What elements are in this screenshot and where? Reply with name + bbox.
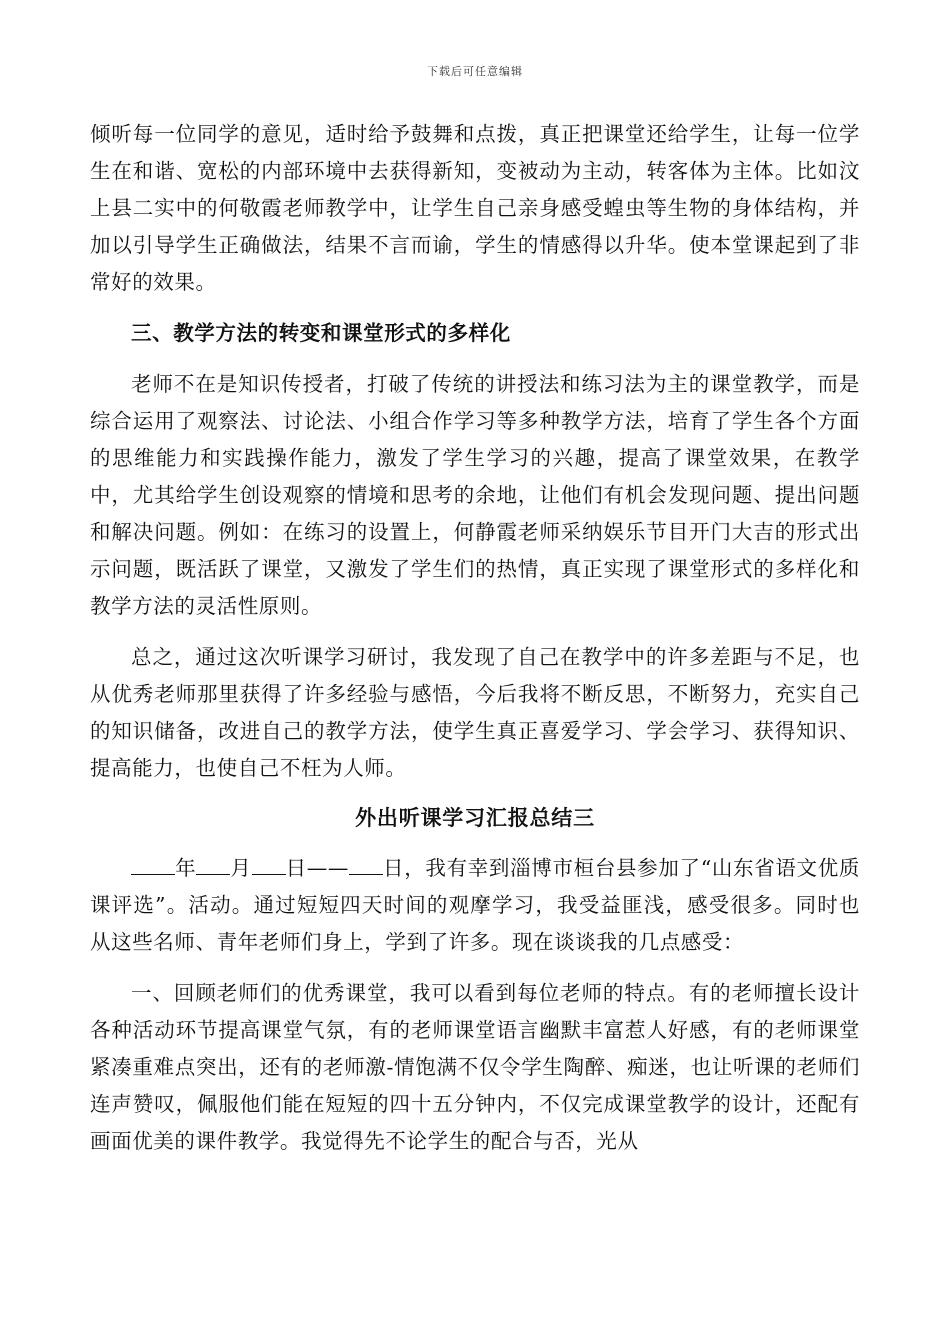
label-month: 月 bbox=[230, 856, 252, 880]
document-body bbox=[90, 116, 860, 1160]
section-heading-3: 三、教学方法的转变和课堂形式的多样化 bbox=[131, 321, 511, 345]
page-header: 下载后可任意编辑 bbox=[427, 65, 523, 78]
paragraph-teaching-methods: 老师不在是知识传授者，打破了传统的讲授法和练习法为主的课堂教学，而是综合运用了观察法、讨论法、小组合作学习等多种教学方法，培育了学生各个方面的思维能力和实践操作能力，激发了学生学习的兴趣，提高了课堂效果，在教学中，尤其给学生创设观察的情境和思考的余地，让他们有机会发现问题、提出问题和解决问题。例如：在练习的设置上，何静霞老师采纳娱乐节目开门大吉的形式出示问题，既活跃了课堂，又激发了学生们的热情，真正实现了课堂形式的多样化和教学方法的灵活性原则。 bbox=[90, 372, 860, 618]
label-day: 日—— bbox=[285, 856, 349, 880]
paragraph-intro bbox=[90, 850, 860, 961]
paragraph-conclusion: 总之，通过这次听课学习研讨，我发现了自己在教学中的许多差距与不足，也从优秀老师那里获得了许多经验与感悟，今后我将不断反思，不断努力，充实自己的知识储备，改进自己的教学方法，使学生真正喜爱学习、学会学习、获得知识、提高能力，也使自己不枉为人师。 bbox=[90, 645, 860, 780]
label-year: 年 bbox=[175, 856, 197, 880]
intro-text: 日，我有幸到淄博市桓台县参加了“山东省语文优质课评选”。活动。通过短短四天时间的观摩学习，我受益匪浅，感受很多。同时也从这些名师、青年老师们身上，学到了许多。现在谈谈我的几点感受： bbox=[90, 856, 860, 954]
paragraph-review: 一、回顾老师们的优秀课堂，我可以看到每位老师的特点。有的老师擅长设计各种活动环节提高课堂气氛，有的老师课堂语言幽默丰富惹人好感，有的老师课堂紧凑重难点突出，还有的老师激-情饱满不仅令学生陶醉、痴迷，也让听课的老师们连声赞叹，佩服他们能在短短的四十五分钟内，不仅完成课堂教学的设计，还配有画面优美的课件教学。我觉得先不论学生的配合与否，光从 bbox=[90, 981, 860, 1153]
report-title: 外出听课学习汇报总结三 bbox=[355, 805, 595, 830]
blank-year bbox=[131, 856, 175, 875]
blank-day-end bbox=[349, 856, 383, 875]
blank-month bbox=[196, 856, 230, 875]
paragraph-listening: 倾听每一位同学的意见，适时给予鼓舞和点拨，真正把课堂还给学生，让每一位学生在和谐、宽松的内部环境中去获得新知，变被动为主动，转客体为主体。比如汶上县二实中的何敬霞老师教学中，让学生自己亲身感受蝗虫等生物的身体结构，并加以引导学生正确做法，结果不言而谕，学生的情感得以升华。使本堂课起到了非常好的效果。 bbox=[90, 122, 860, 294]
blank-day bbox=[252, 856, 286, 875]
